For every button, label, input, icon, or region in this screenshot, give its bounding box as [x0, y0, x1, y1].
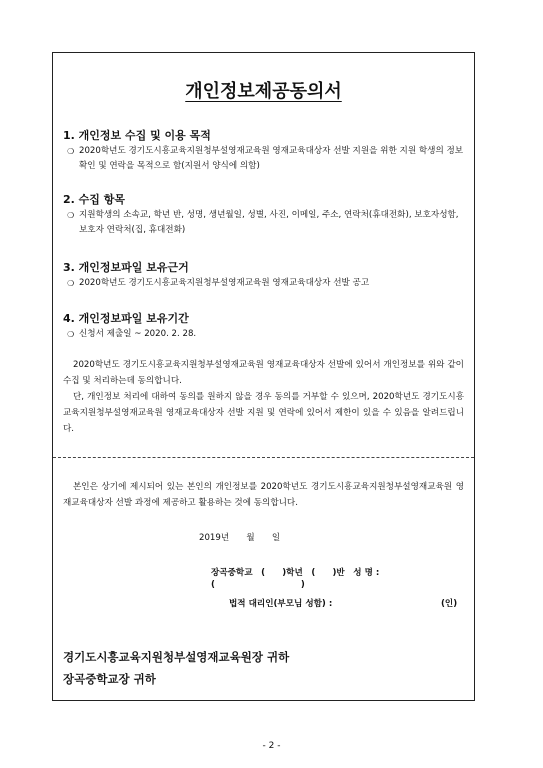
section-item-period [67, 327, 464, 342]
consent-form-frame [52, 52, 475, 701]
section-text: 지원학생의 소속교, 학년 반, 성명, 생년월일, 성별, 사진, 이메일, 주소, 연락처(휴대전화), 보호자성함, 보호자 연락처(집, 휴대전화) [79, 210, 459, 235]
section-item-purpose [67, 144, 464, 174]
consent-paragraph [63, 479, 464, 511]
circle-bullet-icon: ❍ [67, 330, 75, 339]
section-heading-purpose: 1. 개인정보 수집 및 이용 목적 [63, 129, 211, 142]
document-title: 개인정보제공동의서 [185, 81, 342, 102]
student-info-line: 장곡중학교 ( )학년 ( )반 성 명 : ( ) [211, 568, 380, 590]
section-item-items [67, 208, 464, 238]
notice-text-2: 단, 개인정보 처리에 대하여 동의를 원하지 않을 경우 동의를 거부할 수 있으며, 2020학년도 경기도시흥교육지원청부설영재교육원 영재교육대상자 선발 지원 및 연락에 있어서 제한이 있을 수 있음을 알려드립니다. [63, 392, 464, 434]
circle-bullet-icon: ❍ [67, 147, 75, 156]
section-item-basis [67, 276, 464, 291]
section-heading-period: 4. 개인정보파일 보유기간 [63, 312, 189, 325]
consent-text: 본인은 상기에 제시되어 있는 본인의 개인정보를 2020학년도 경기도시흥교육지원청부설영재교육원 영재교육대상자 선발 과정에 제공하고 활용하는 것에 동의합니다. [63, 482, 464, 508]
circle-bullet-icon: ❍ [67, 211, 75, 220]
page-number: - 2 - [262, 741, 281, 751]
section-text: 2020학년도 경기도시흥교육지원청부설영재교육원 영재교육대상자 선발 지원을 위한 지원 학생의 정보 확인 및 연락을 목적으로 함(지원서 양식에 의함) [79, 146, 464, 171]
notice-text-1: 2020학년도 경기도시흥교육지원청부설영재교육원 영재교육대상자 선발에 있어서 개인정보를 위와 같이 수집 및 처리하는데 동의합니다. [63, 360, 464, 386]
seal-mark: (인) [441, 599, 458, 609]
date-line: 2019년 월 일 [199, 533, 281, 543]
circle-bullet-icon: ❍ [67, 279, 75, 288]
section-heading-basis: 3. 개인정보파일 보유근거 [63, 261, 189, 274]
addressee-2: 장곡중학교장 귀하 [63, 672, 156, 686]
addressee-1: 경기도시흥교육지원청부설영재교육원장 귀하 [63, 650, 290, 664]
section-text: 2020학년도 경기도시흥교육지원청부설영재교육원 영재교육대상자 선발 공고 [79, 278, 370, 288]
notice-paragraph [63, 357, 464, 437]
guardian-label: 법적 대리인(부모님 성함) : [229, 599, 333, 609]
section-heading-items: 2. 수집 항목 [63, 193, 125, 206]
section-text: 신청서 제출일 ~ 2020. 2. 28. [79, 329, 197, 339]
dashed-divider [53, 457, 474, 458]
